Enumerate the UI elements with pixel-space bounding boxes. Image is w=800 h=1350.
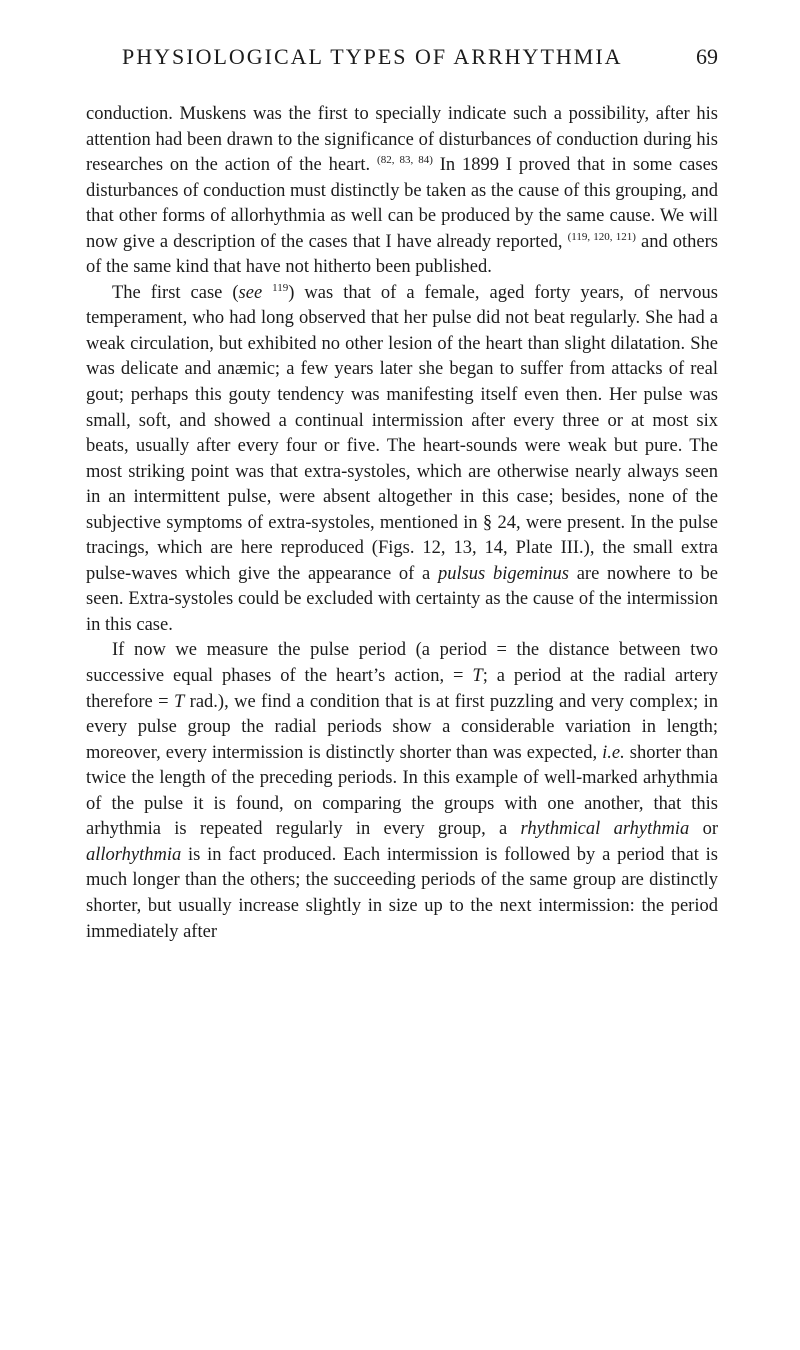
book-page: [86, 44, 718, 945]
text-run: shorter than twice the length of the preceding periods. In this example of well-marked arhythmia of the pulse it is found, on comparing the groups with one another, that this arhythmia is repeated regularly in every group, a: [86, 742, 718, 840]
text-run: and others of the same kind that have not hitherto been published.: [86, 231, 718, 278]
text-run: ; a period at the radial artery therefore =: [86, 666, 718, 712]
reference-superscript: (82, 83, 84): [377, 154, 433, 167]
running-head: [86, 44, 718, 80]
body-text: [86, 102, 718, 945]
paragraph-3: [86, 638, 718, 945]
paragraph-1: [86, 102, 718, 281]
italic-text: allorhythmia: [86, 844, 182, 865]
italic-text: T: [173, 691, 185, 712]
text-run: or: [689, 819, 718, 840]
paragraph-2: [86, 281, 718, 639]
text-run: conduction. Muskens was the first to specially indicate such a possibility, after his attention had been drawn to the significance of disturbances of conduction during his researches on the action of the heart.: [86, 104, 718, 176]
reference-superscript: 119: [272, 281, 289, 294]
text-run: If now we measure the pulse period (a period = the distance between two successive equal phases of the heart’s action, =: [86, 640, 718, 687]
italic-text: pulsus bigeminus: [437, 563, 569, 584]
running-title: PHYSIOLOGICAL TYPES OF ARRHYTHMIA: [122, 44, 623, 69]
italic-text: rhythmical arhythmia: [520, 819, 690, 840]
text-run: The first case (: [112, 282, 239, 303]
text-run: rad.), we find a condition that is at first puzzling and very complex; in every pulse group the radial periods show a considerable variation in length; moreover, every intermission is distinctly shorter than was expected,: [86, 691, 718, 763]
italic-text: T: [472, 666, 483, 687]
italic-text: see: [238, 282, 263, 303]
reference-superscript: (119, 120, 121): [567, 230, 636, 243]
text-run: In 1899 I proved that in some cases disturbances of conduction must distinctly be taken as the cause of this grouping, and that other forms of allorhythmia as well can be produced by the same cause. We will now give a description of the cases that I have already reported,: [86, 155, 718, 252]
text-run: is in fact produced. Each intermission is followed by a period that is much longer than the others; the succeeding periods of the same group are distinctly shorter, but usually increase slightly in size up to the next intermission: the period immediately after: [86, 844, 718, 942]
text-run: are nowhere to be seen. Extra-systoles could be excluded with certainty as the cause of the intermission in this case.: [86, 563, 718, 635]
text-run: [262, 283, 272, 303]
italic-text: i.e.: [602, 742, 625, 763]
page-number: 69: [696, 44, 718, 69]
text-run: ) was that of a female, aged forty years, of nervous temperament, who had long observed that her pulse did not beat regularly. She had a weak circulation, but exhibited no other lesion of the heart than slight dilatation. She was delicate and anæmic; a few years later she began to suffer from attacks of real gout; perhaps this gouty tendency was manifesting itself even then. Her pulse was small, soft, and showed a continual intermission after every three or at most six beats, usually after every four or five. The heart-sounds were weak but pure. The most striking point was that extra-systoles, which are otherwise nearly always seen in an intermittent pulse, were absent altogether in this case; besides, none of the subjective symptoms of extra-systoles, mentioned in § 24, were present. In the pulse tracings, which are here reproduced (Figs. 12, 13, 14, Plate III.), the small extra pulse-waves which give the appearance of a: [86, 282, 718, 584]
